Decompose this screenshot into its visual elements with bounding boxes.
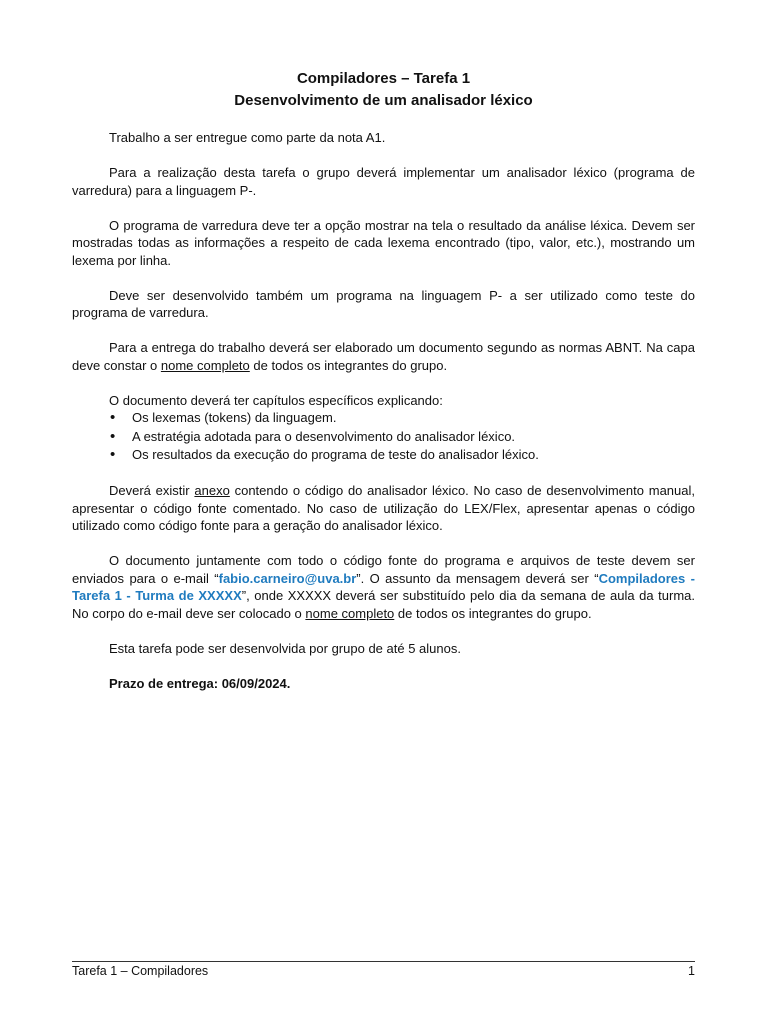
page-number: 1: [688, 964, 695, 978]
underlined-full-name: nome completo: [160, 357, 250, 373]
paragraph-intro: Trabalho a ser entregue como parte da nota A1.: [109, 130, 386, 145]
page-footer: [72, 961, 695, 978]
email-link[interactable]: fabio.carneiro@uva.br: [218, 570, 357, 586]
list-item: • Os lexemas (tokens) da linguagem.: [132, 409, 695, 428]
paragraph-test-program: Deve ser desenvolvido também um programa na linguagem P- a ser utilizado como teste do programa de varredura.: [72, 287, 695, 320]
underlined-annex: anexo: [194, 483, 230, 498]
email-subject: Compiladores - Tarefa 1 - Turma de XXXXX: [72, 570, 695, 603]
chapters-list: [72, 409, 695, 465]
paragraph-group-size: Esta tarefa pode ser desenvolvida por grupo de até 5 alunos.: [109, 640, 461, 656]
paragraph-annex: Deverá existir anexo contendo o código do analisador léxico. No caso de desenvolvimento manual, apresentar o código fonte comentado. No caso de utilização do LEX/Flex, apresentar apenas o código utilizado como código fonte para a geração do analisador léxico.: [72, 483, 695, 533]
title-line-2: Desenvolvimento de um analisador léxico: [234, 92, 533, 109]
paragraph-abnt: Para a entrega do trabalho deverá ser elaborado um documento segundo as normas ABNT. Na capa deve constar o nome completo de todos os integrantes do grupo.: [72, 340, 695, 373]
deadline: Prazo de entrega: 06/09/2024.: [109, 675, 291, 691]
paragraph-submission: O documento juntamente com todo o código fonte do programa e arquivos de teste devem ser enviados para o e-mail “fabio.carneiro@uva.br”. O assunto da mensagem deverá ser “Compiladores - Tarefa 1 - Turma de XXXXX”, onde XXXXX deverá ser substituído pelo dia da semana de aula da turma. No corpo do e-mail deve ser colocado o nome completo de todos os integrantes do grupo.: [72, 553, 696, 621]
list-item: • Os resultados da execução do programa de teste do analisador léxico.: [132, 446, 695, 465]
paragraph-scanner: O programa de varredura deve ter a opção mostrar na tela o resultado da análise léxica. Devem ser mostradas todas as informações a respeito de cada lexema encontrado (tipo, valor, etc.), mostrando um lexema por linha.: [72, 217, 695, 268]
footer-title: Tarefa 1 – Compiladores: [72, 964, 209, 978]
document-page: [72, 68, 695, 692]
underlined-full-name-2: nome completo: [305, 605, 395, 621]
paragraph-chapters: O documento deverá ter capítulos específicos explicando:: [109, 392, 443, 408]
list-item: • A estratégia adotada para o desenvolvimento do analisador léxico.: [132, 428, 695, 447]
paragraph-task: Para a realização desta tarefa o grupo deverá implementar um analisador léxico (programa de varredura) para a linguagem P-.: [72, 165, 695, 198]
doc-title: [72, 68, 695, 112]
title-line-1: Compiladores – Tarefa 1: [296, 70, 471, 87]
